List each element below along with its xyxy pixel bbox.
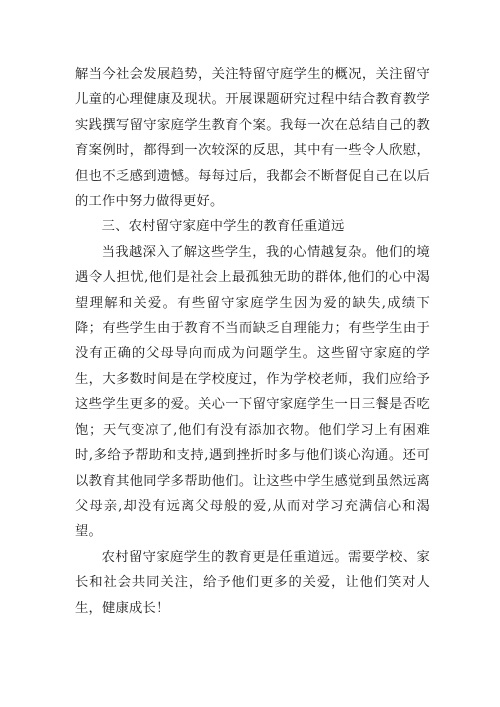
section-heading: 三、农村留守家庭中学生的教育任重道远 (101, 219, 345, 235)
document-page (75, 62, 430, 621)
paragraph-3: 农村留守家庭学生的教育更是任重道远。需要学校、家长和社会共同关注，给予他们更多的关爱，让他们笑对人生，健康成长！ (75, 549, 430, 616)
paragraph-1: 解当今社会发展趋势，关注特留守庭学生的概况，关注留守儿童的心理健康及现状。开展课题研究过程中结合教育教学实践撰写留守家庭学生教育个案。我每一次在总结自己的教育案例时，都得到一次较深的反思，其中有一些令人欣慰，但也不乏感到遗憾。每每过后，我都会不断督促自己在以后的工作中努力做得更好。 (75, 67, 430, 210)
paragraph-2: 当我越深入了解这些学生，我的心情越复杂。他们的境遇令人担忧,他们是社会上最孤独无助的群体,他们的心中渴望理解和关爱。有些留守家庭学生因为爱的缺失,成绩下降；有些学生由于教育不当而缺乏自理能力；有些学生由于没有正确的父母导向而成为问题学生。这些留守家庭的学生，大多数时间是在学校度过，作为学校老师，我们应给予这些学生更多的爱。关心一下留守家庭学生一日三餐是否吃饱；天气变凉了,他们有没有添加衣物。他们学习上有困难时,多给予帮助和支持,遇到挫折时多与他们谈心沟通。还可以教育其他同学多帮助他们。让这些中学生感觉到虽然远离父母亲,却没有远离父母般的爱,从而对学习充满信心和渴望。 (75, 244, 430, 540)
